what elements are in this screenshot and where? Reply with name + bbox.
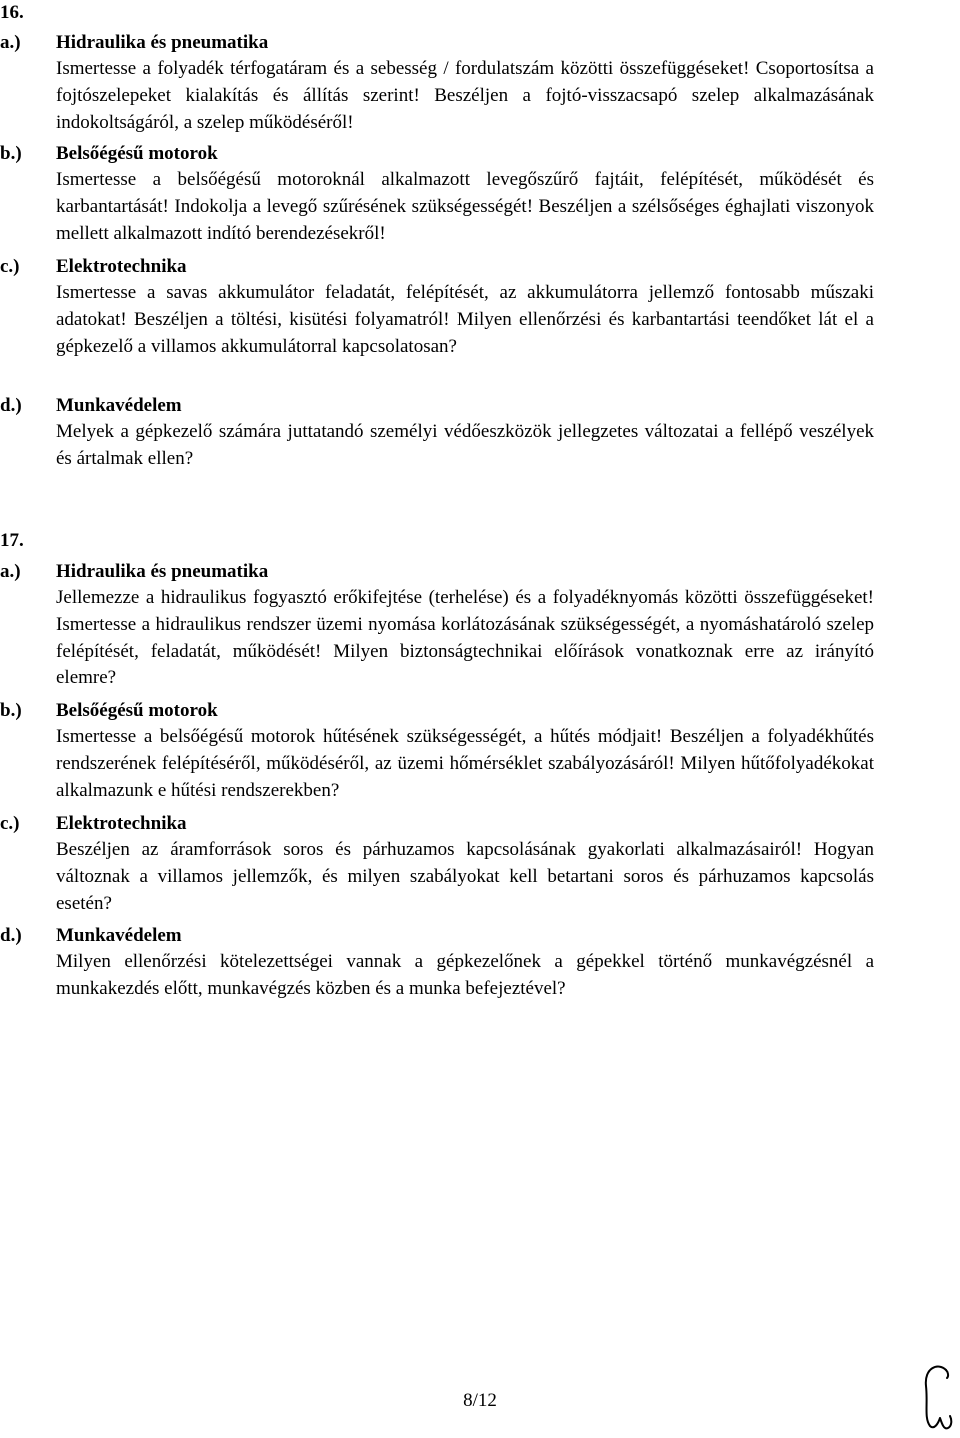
part-text: Ismertesse a savas akkumulátor feladatát, felépítését, az akkumulátorra jellemző fontosabb műszaki adatokat! Beszéljen a töltési, kisütési folyamatról! Milyen ellenőrzési és karbantartási teendőket lát el a gépkezelő a villamos akkumulátorral kapcsolatosan? bbox=[56, 282, 874, 357]
part-text: Ismertesse a belsőégésű motoroknál alkalmazott levegőszűrő fajtáit, felépítését, működését és karbantartását! Indokolja a levegő szűrésének szükségességét! Beszéljen a szélsőséges éghajlati viszonyok mellett alkalmazott indító berendezésekről! bbox=[56, 169, 874, 244]
handwritten-initial bbox=[918, 1360, 958, 1432]
part-letter: b.) bbox=[0, 700, 22, 721]
part-letter: a.) bbox=[0, 561, 21, 582]
part-text: Melyek a gépkezelő számára juttatandó személyi védőeszközök jellegzetes változatai a fellépő veszélyek és ártalmak ellen? bbox=[56, 421, 874, 469]
part-text: Ismertesse a folyadék térfogatáram és a sebesség / fordulatszám közötti összefüggéseket! Csoportosítsa a fojtószelepeket kialakítás és állítás szerint! Beszéljen a fojtó-visszacsapó szelep alkalmazásának indokoltságáról, a szelep működéséről! bbox=[56, 58, 874, 133]
page-number: 8/12 bbox=[463, 1390, 497, 1411]
part-letter: d.) bbox=[0, 395, 22, 416]
part-text: Beszéljen az áramforrások soros és párhuzamos kapcsolásának gyakorlati alkalmazásairól! Hogyan változnak a villamos jellemzők, és milyen szabályokat kell betartani soros és párhuzamos kapcsolás esetén? bbox=[56, 839, 874, 914]
question-number-16: 16. bbox=[0, 2, 24, 23]
part-title: Elektrotechnika bbox=[56, 813, 187, 834]
part-letter: c.) bbox=[0, 813, 20, 834]
part-text: Jellemezze a hidraulikus fogyasztó erőkifejtése (terhelése) és a folyadéknyomás közötti összefüggéseket! Ismertesse a hidraulikus rendszer üzemi nyomása korlátozásának szükségességét, a nyomáshatároló szelep felépítését, feladatát, működését! Milyen biztonságtechnikai előírások vonatkoznak erre az irányító elemre? bbox=[56, 587, 874, 689]
part-title: Belsőégésű motorok bbox=[56, 143, 218, 164]
part-title: Belsőégésű motorok bbox=[56, 700, 218, 721]
part-letter: c.) bbox=[0, 256, 20, 277]
part-text: Ismertesse a belsőégésű motorok hűtésének szükségességét, a hűtés módjait! Beszéljen a folyadékhűtés rendszerének felépítéséről, működéséről, az üzemi hőmérséklet szabályozásáról! Milyen hűtőfolyadékokat alkalmazunk e hűtési rendszerekben? bbox=[56, 726, 874, 801]
part-letter: d.) bbox=[0, 925, 22, 946]
part-letter: b.) bbox=[0, 143, 22, 164]
question-number-17: 17. bbox=[0, 530, 24, 551]
part-title: Munkavédelem bbox=[56, 395, 182, 416]
part-text: Milyen ellenőrzési kötelezettségei vannak a gépkezelőnek a gépekkel történő munkavégzésnél a munkakezdés előtt, munkavégzés közben és a munka befejeztével? bbox=[56, 951, 874, 999]
part-title: Munkavédelem bbox=[56, 925, 182, 946]
part-letter: a.) bbox=[0, 32, 21, 53]
part-title: Elektrotechnika bbox=[56, 256, 187, 277]
part-title: Hidraulika és pneumatika bbox=[56, 561, 269, 582]
part-title: Hidraulika és pneumatika bbox=[56, 32, 269, 53]
